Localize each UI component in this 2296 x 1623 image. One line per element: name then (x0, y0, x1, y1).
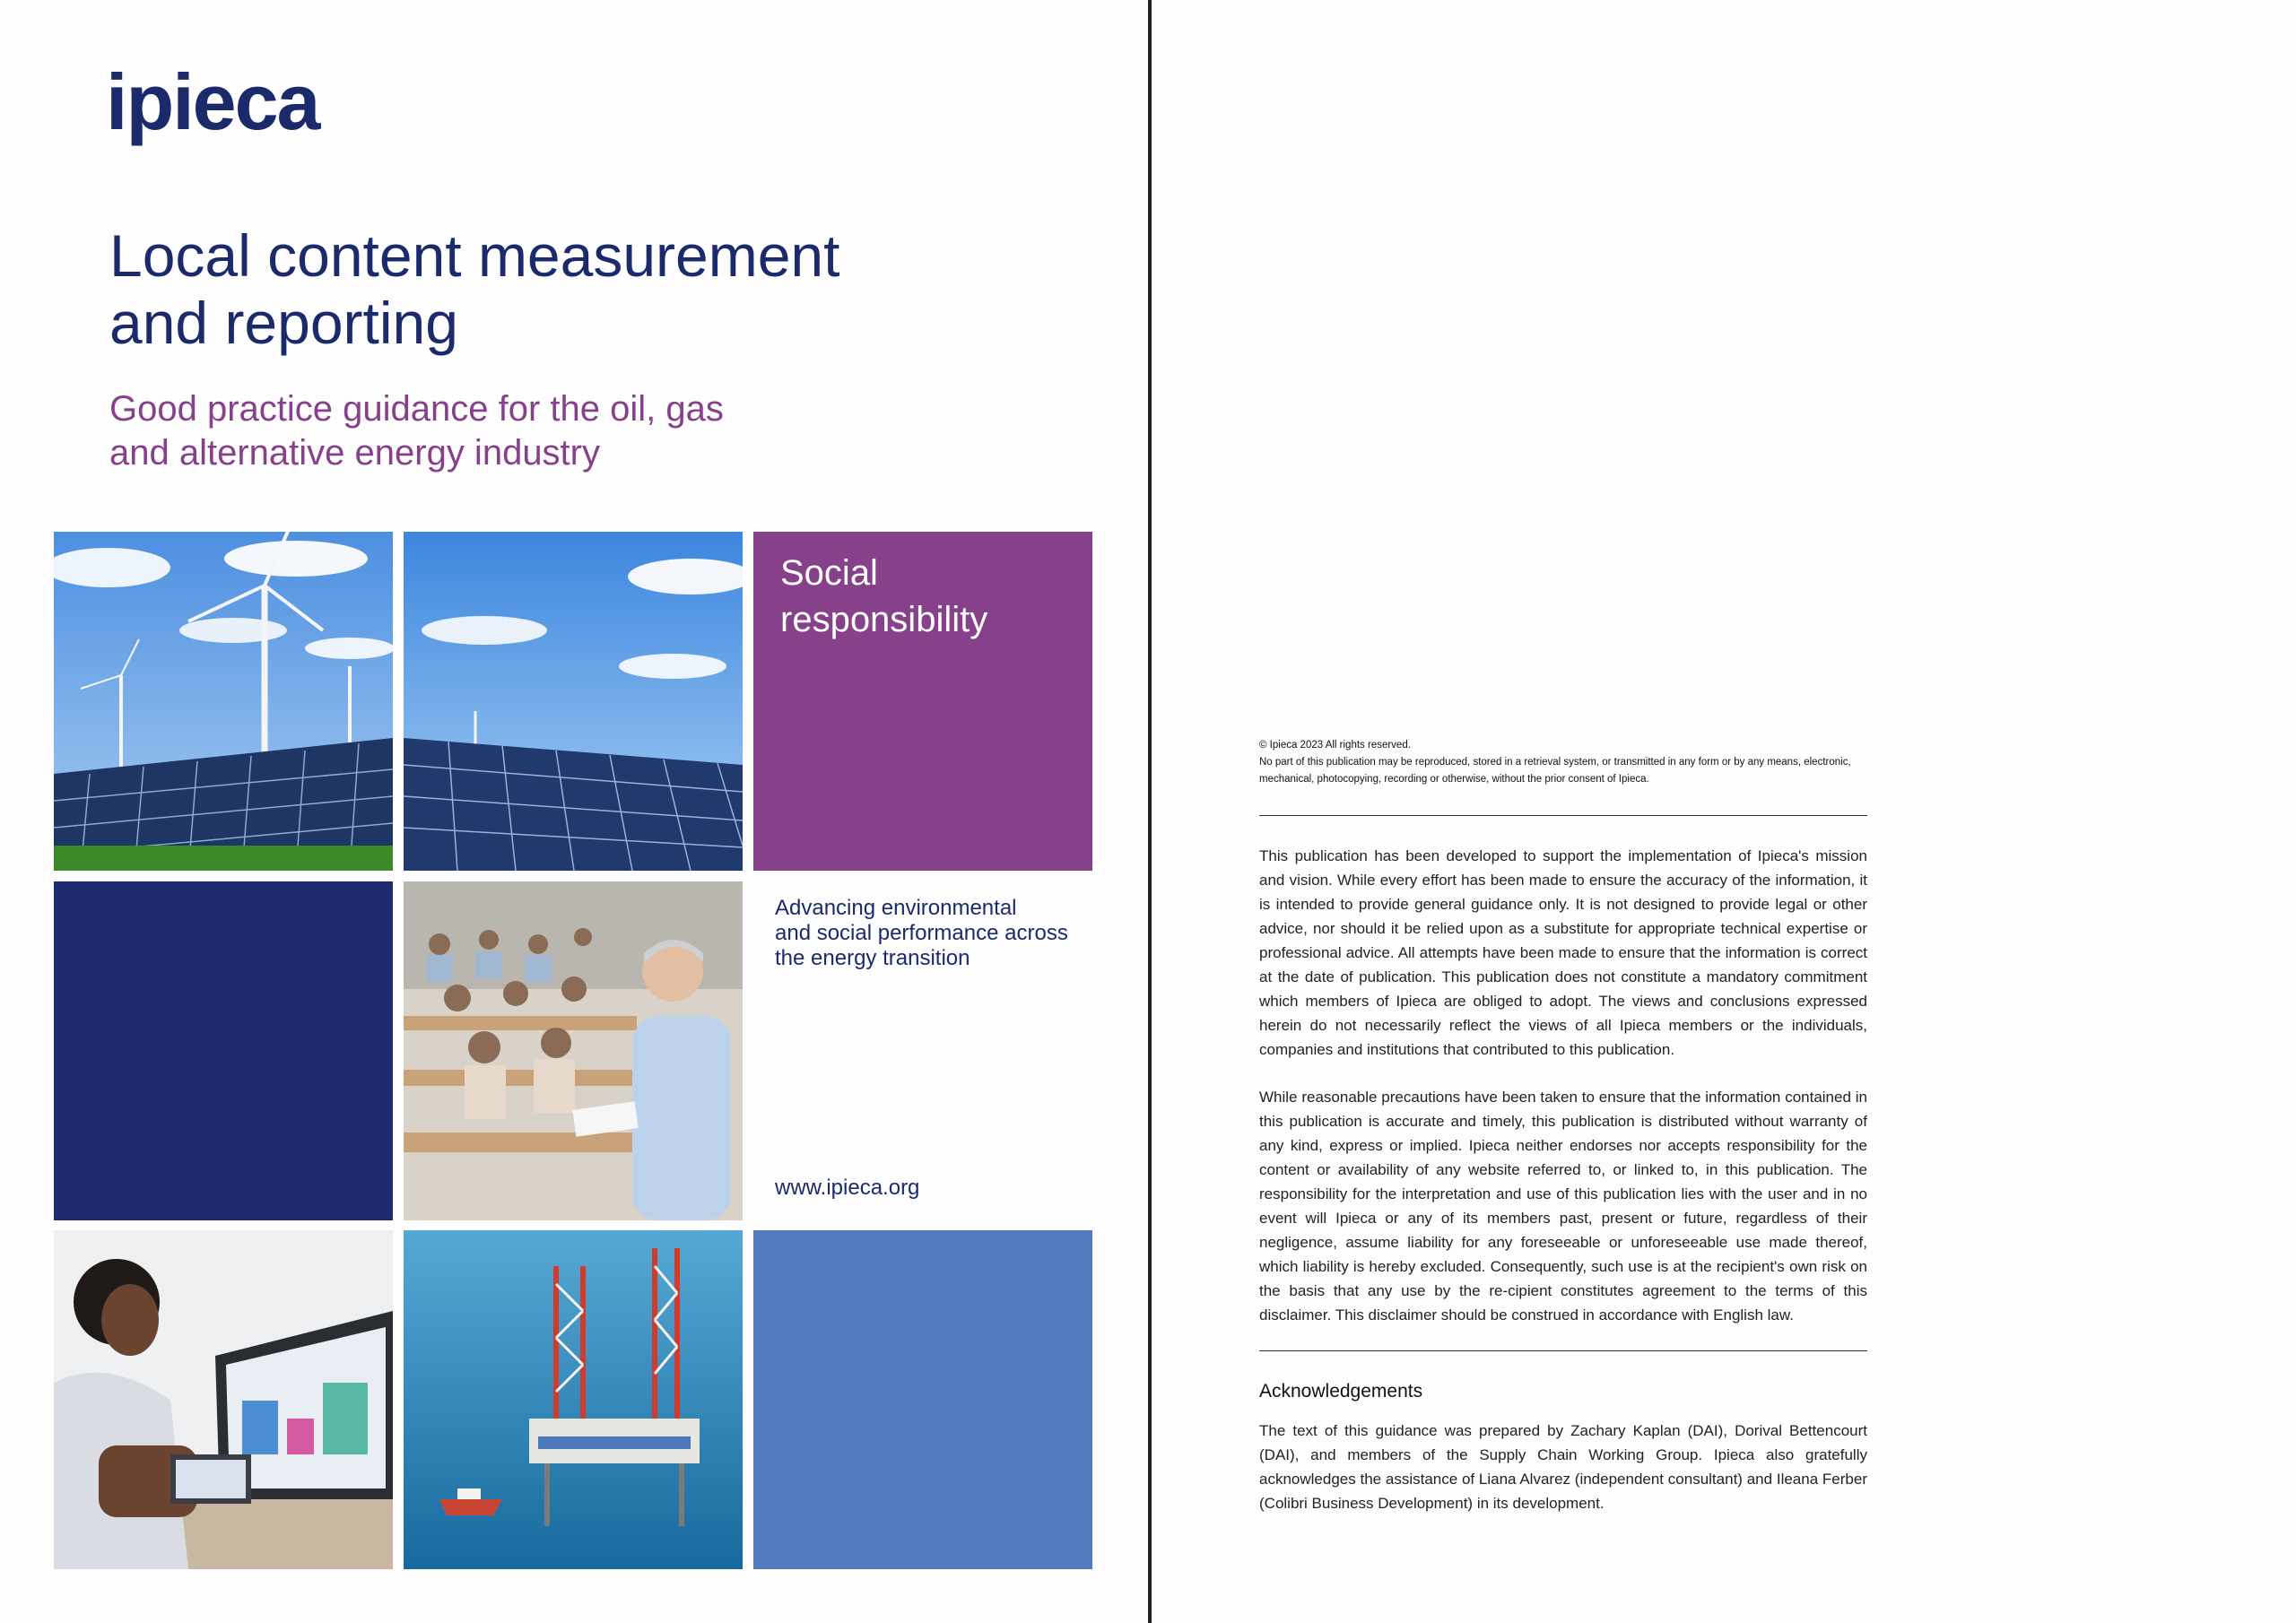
office-worker-photo (54, 1230, 393, 1569)
category-label: Social responsibility (780, 553, 988, 639)
inside-cover-page (1152, 0, 2296, 1623)
title-line-1: Local content measurement (109, 222, 840, 289)
disclaimer-paragraph-2: While reasonable precautions have been taken to ensure that the information contained in this publication is accurate and timely, this publication is distributed without warranty of any kind, express or implied. Ipieca neither endorses nor accepts responsibility for the content or availability of any website referred to, or linked to, in this publication. The responsibility for the interpretation and use of this publication lies with the user and in no event will Ipieca or any of its members past, present or future, regardless of their negligence, assume liability for any foreseeable or unforeseeable use made thereof, which liability is hereby excluded. Consequently, such use is at the recipient's own risk on the basis that any use by the re-cipient constitutes agreement to the terms of this disclaimer. This disclaimer should be construed in accordance with English law. (1259, 1089, 1867, 1324)
acknowledgements-text: The text of this guidance was prepared by Zachary Kaplan (DAI), Dorival Bettencourt (DAI), and members of the Supply Chain Working Group. Ipieca also gratefully acknowledges the assistance of Liana Alvarez (independent consultant) and Ileana Ferber (Colibri Business Development) in its development. (1259, 1422, 1867, 1512)
classroom-photo (404, 881, 743, 1220)
subtitle-line-1: Good practice guidance for the oil, gas (109, 389, 724, 429)
blue-color-block (753, 1230, 1092, 1569)
copyright-notice: © Ipieca 2023 All rights reserved. No part of this publication may be reproduced, stored in a retrieval system, or transmitted in any form or by any means, electronic, mechanical, photocopying, recording or otherwise, without the prior consent of Ipieca. (1259, 740, 1851, 785)
document-subtitle (109, 387, 917, 475)
document-title (109, 222, 917, 357)
website-link[interactable]: www.ipieca.org (775, 1176, 920, 1200)
category-tile (753, 532, 1092, 871)
disclaimer-paragraph-1: This publication has been developed to support the implementation of Ipieca's mission and vision. While every effort has been made to ensure the accuracy of the information, it is intended to provide general guidance only. It is not designed to provide legal or other advice, nor should it be relied upon as a substitute for appropriate technical expertise or professional advice. All attempts have been made to ensure that the information is correct at the date of publication. This publication does not constitute a mandatory commitment which members of Ipieca are obliged to adopt. The views and conclusions expressed herein do not necessarily reflect the views of all Ipieca members or the individuals, companies and institutions that contributed to this publication. (1259, 847, 1867, 1058)
offshore-rig-photo (404, 1230, 743, 1569)
acknowledgements-heading: Acknowledgements (1259, 1381, 1423, 1402)
ipieca-logo: ipieca (106, 57, 319, 146)
horizontal-rule (1259, 1350, 1867, 1351)
tagline: Advancing environmental and social performance across the energy transition (775, 896, 1068, 970)
subtitle-line-2: and alternative energy industry (109, 433, 600, 473)
solar-panels-photo (404, 532, 743, 871)
wind-solar-photo (54, 532, 393, 871)
navy-color-block (54, 881, 393, 1220)
horizontal-rule (1259, 815, 1867, 816)
tagline-tile (753, 881, 1092, 1220)
title-line-2: and reporting (109, 290, 458, 356)
